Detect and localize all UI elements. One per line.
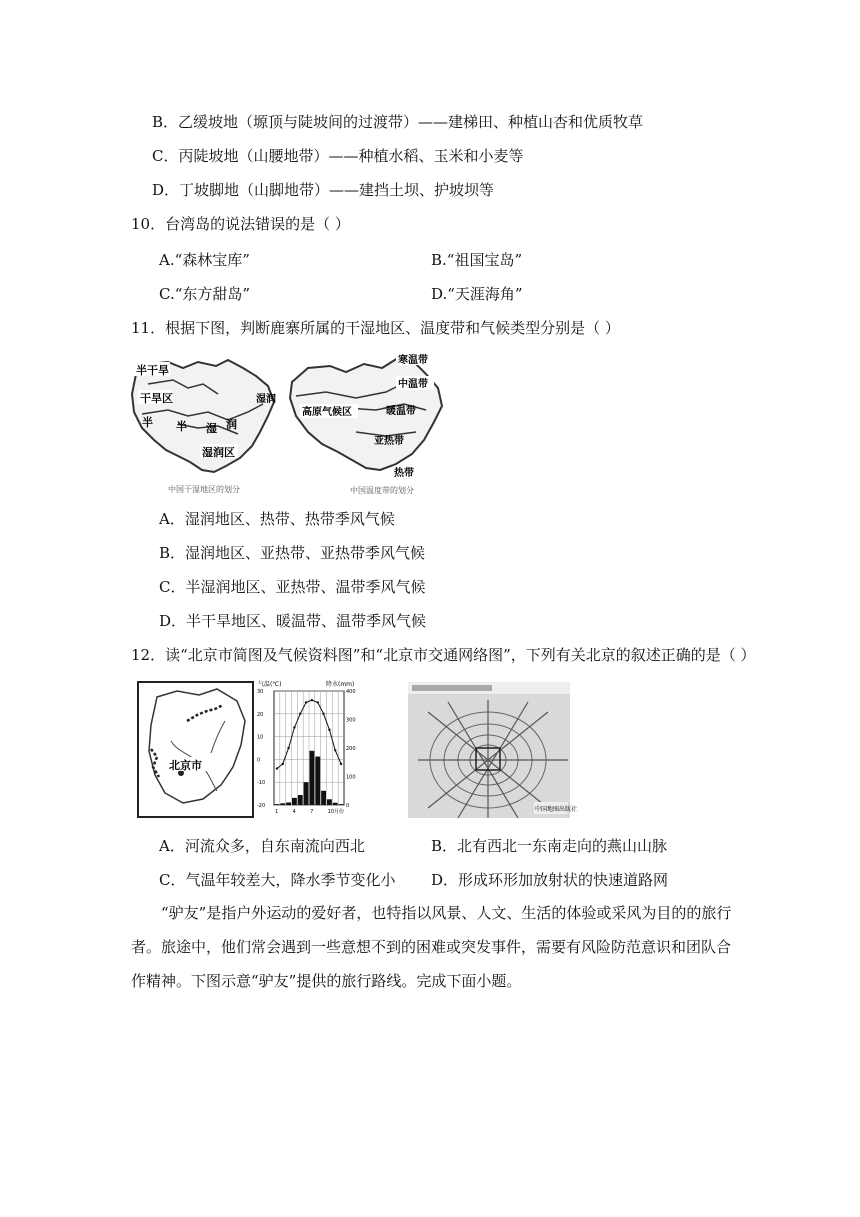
- precip-bar: [321, 791, 326, 805]
- climate-x-tick: 10月份: [327, 809, 345, 815]
- q9-option-c: C．丙陡坡地（山腰地带）——种植水稻、玉米和小麦等: [152, 147, 524, 165]
- q12-stem: 12．读“北京市简图及气候资料图”和“北京市交通网络图”，下列有关北京的叙述正确的是（ ）: [131, 646, 756, 664]
- map2-label-mid: 中温带: [398, 379, 428, 390]
- climate-chart-svg: [256, 677, 362, 821]
- map1-label-arid: 干旱区: [140, 392, 173, 405]
- map1-label-humid: 湿润区: [202, 446, 235, 459]
- precip-bar: [327, 799, 332, 805]
- beijing-map-label: 北京市: [169, 759, 202, 772]
- temperature-point: [340, 763, 342, 765]
- temperature-point: [311, 699, 313, 701]
- climate-left-tick: 0: [257, 757, 261, 764]
- climate-left-tick: 20: [257, 711, 264, 718]
- map1-label-run: 润: [226, 418, 237, 431]
- precip-bar: [280, 803, 285, 805]
- temperature-point: [334, 749, 336, 751]
- map1-label-semi-2: 半: [176, 420, 187, 433]
- q12-option-c: C．气温年较差大，降水季节变化小: [159, 871, 396, 889]
- map2-label-cold: 寒温带: [398, 355, 428, 366]
- temperature-point: [305, 701, 307, 703]
- q11-option-b: B．湿润地区、亚热带、亚热带季风气候: [159, 544, 426, 562]
- climate-x-tick: 4: [292, 809, 296, 815]
- passage-body: “驴友”是指户外运动的爱好者，也特指以风景、人文、生活的体验或采风为目的的旅行者。旅途中，他们常会遇到一些意想不到的困难或突发事件，需要有风险防范意识和团队合作精神。下图示意“驴友”提供的旅行路线。完成下面小题。: [131, 904, 732, 990]
- climate-x-tick: 1: [275, 809, 279, 815]
- map2-caption: 中国温度带的划分: [350, 486, 414, 495]
- q11-stem: 11．根据下图，判断鹿寨所属的干湿地区、温度带和气候类型分别是（ ）: [131, 319, 620, 337]
- temperature-point: [276, 767, 278, 769]
- q10-option-b: B.“祖国宝岛”: [431, 251, 523, 269]
- china-dry-wet-map: [128, 354, 280, 496]
- q9-option-d: D．丁坡脚地（山脚地带）——建挡土坝、护坡坝等: [152, 181, 495, 199]
- q10-option-d: D.“天涯海角”: [431, 285, 523, 303]
- precip-bar: [315, 757, 320, 805]
- climate-left-tick: -10: [257, 780, 266, 787]
- precip-bar: [310, 751, 315, 805]
- beijing-traffic-map: [408, 682, 578, 818]
- precip-bar: [333, 803, 338, 805]
- map2-label-subtropic: 亚热带: [374, 436, 404, 447]
- map1-caption: 中国干湿地区的划分: [168, 485, 240, 494]
- climate-right-axis-label: 降水(mm): [326, 681, 355, 688]
- map2-label-plateau: 高原气候区: [302, 407, 352, 418]
- precip-bar: [339, 804, 344, 805]
- passage-text: [131, 896, 743, 998]
- q10-stem: 10．台湾岛的说法错误的是（ ）: [131, 215, 350, 233]
- temperature-point: [282, 763, 284, 765]
- map1-label-humid-ne: 湿润: [256, 394, 276, 405]
- climate-right-tick: 400: [346, 689, 356, 695]
- q12-option-b: B．北有西北一东南走向的燕山山脉: [431, 837, 668, 855]
- q11-option-c: C．半湿润地区、亚热带、温带季风气候: [159, 578, 426, 596]
- china-temperature-zone-map: [286, 352, 448, 496]
- precip-bar: [292, 798, 297, 805]
- climate-left-tick: 10: [257, 734, 264, 741]
- climate-left-tick: -20: [257, 803, 266, 809]
- traffic-map-caption: 中国地图出版社: [535, 806, 578, 813]
- q9-option-b: B．乙缓坡地（塬顶与陡坡间的过渡带）——建梯田、种植山杏和优质牧草: [152, 113, 644, 131]
- temperature-point: [328, 729, 330, 731]
- map2-label-warm: 暖温带: [386, 406, 416, 417]
- beijing-sketch-map: [137, 681, 254, 818]
- climate-right-tick: 300: [346, 717, 356, 724]
- temperature-point: [317, 701, 319, 703]
- precip-bar: [275, 804, 280, 805]
- temperature-point: [299, 713, 301, 715]
- q11-option-a: A．湿润地区、热带、热带季风气候: [159, 510, 395, 528]
- temperature-point: [293, 726, 295, 728]
- precip-bar: [298, 795, 303, 805]
- climate-left-tick: 30: [257, 689, 264, 695]
- temperature-point: [322, 713, 324, 715]
- map1-label-semiarid: 半干旱: [136, 364, 169, 377]
- q10-option-a: A.“森林宝库”: [159, 251, 250, 269]
- climate-grid: [274, 691, 344, 805]
- map2-label-tropic: 热带: [394, 468, 414, 479]
- precip-bar: [304, 782, 309, 805]
- climate-left-axis-label: 气温(℃): [258, 681, 282, 688]
- beijing-climate-chart: [256, 677, 362, 821]
- temperature-point: [287, 747, 289, 749]
- climate-right-tick: 100: [346, 774, 356, 781]
- climate-x-tick: 7: [310, 809, 314, 815]
- map1-label-wet: 湿: [206, 422, 217, 435]
- q10-option-c: C.“东方甜岛”: [159, 285, 251, 303]
- q12-option-d: D．形成环形加放射状的快速道路网: [431, 871, 669, 889]
- map1-label-semi-1: 半: [142, 416, 153, 429]
- climate-right-tick: 200: [346, 746, 356, 752]
- q12-option-a: A．河流众多，自东南流向西北: [159, 837, 365, 855]
- q11-option-d: D．半干旱地区、暖温带、温带季风气候: [159, 612, 427, 630]
- precip-bar: [286, 802, 291, 805]
- climate-right-tick: 0: [346, 803, 350, 809]
